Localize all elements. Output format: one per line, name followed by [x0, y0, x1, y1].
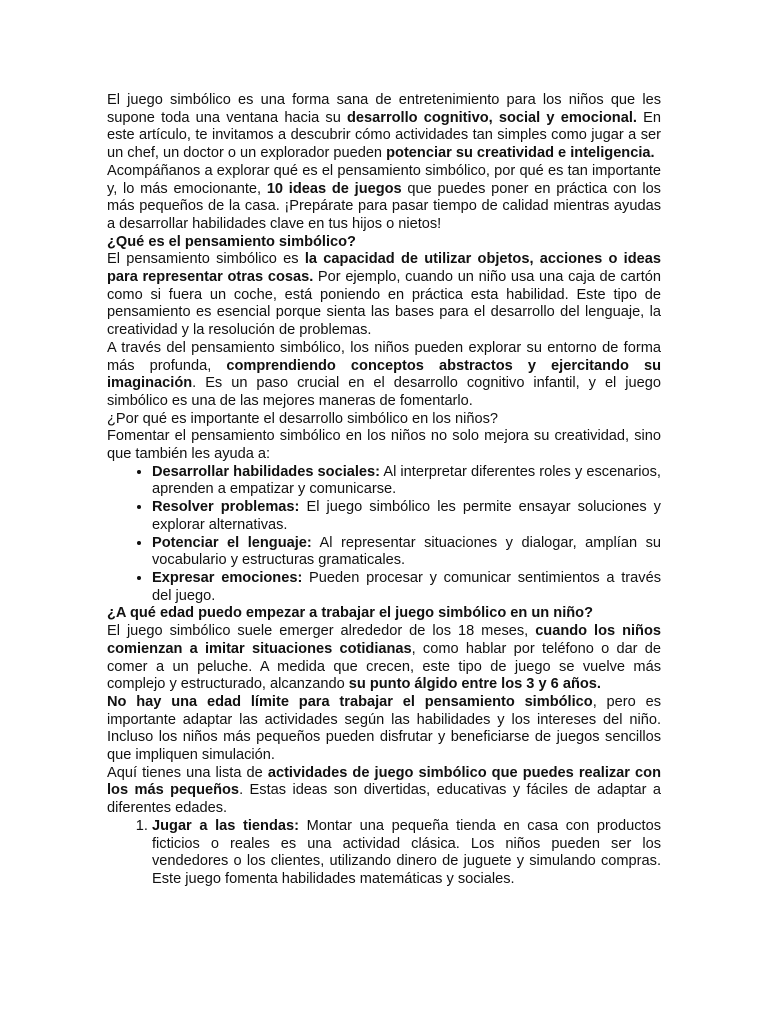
bold-text: desarrollo cognitivo, social y emocional. [347, 109, 637, 126]
document-page [107, 92, 661, 889]
bold-text: cuando los niños comienzan a imitar situaciones cotidianas [107, 623, 662, 657]
section2-paragraph-1: Fomentar el pensamiento simbólico en los niños no solo mejora su creatividad, sino que también les ayuda a: [107, 428, 661, 463]
section3-paragraph-1: El juego simbólico suele emerger alrededor de los 18 meses, cuando los niños comienzan a imitar situaciones cotidianas, como hablar por teléfono o dar de comer a un peluche. A medida que crecen, este tipo de juego se vuelve más complejo y estructurado, alcanzando su punto álgido entre los 3 y 6 años. [107, 623, 662, 693]
list-item: • Resolver problemas: El juego simbólico les permite ensayar soluciones y explorar alternativas. [152, 499, 661, 534]
section3-paragraph-3: Aquí tienes una lista de actividades de juego simbólico que puedes realizar con los más pequeños. Estas ideas son divertidas, educativas y fáciles de adaptar a diferentes edades. [107, 764, 662, 817]
section3-paragraph-2: No hay una edad límite para trabajar el pensamiento simbólico, pero es importante adaptar las actividades según las habilidades y los intereses del niño. Incluso los niños más pequeños pueden disfrutar y beneficiarse de juegos sencillos que impliquen simulación. [107, 693, 661, 764]
bold-text: potenciar su creatividad e inteligencia. [386, 145, 655, 162]
intro-paragraph-2: Acompáñanos a explorar qué es el pensamiento simbólico, por qué es tan importante y, lo más emocionante, 10 ideas de juegos que puedes poner en práctica con los más pequeños de la casa. ¡Prepárate para pasar tiempo de calidad mientras ayudas a desarrollar habilidades clave en tus hijos o nietos! [107, 162, 661, 232]
bold-text: 10 ideas de juegos [266, 180, 402, 197]
section-heading-3: ¿A qué edad puedo empezar a trabajar el juego simbólico en un niño? [107, 605, 593, 622]
bold-text: su punto álgido entre los 3 y 6 años. [348, 676, 601, 693]
list-item: 1. Jugar a las tiendas: Montar una pequeña tienda en casa con productos ficticios o reales es una actividad clásica. Los niños pueden ser los vendedores o los clientes, utilizando dinero de juguete y simulando compras. Este juego fomenta habilidades matemáticas y sociales. [152, 818, 661, 889]
section-heading-2: ¿Por qué es importante el desarrollo simbólico en los niños? [107, 410, 498, 427]
activities-list [107, 818, 661, 889]
bold-text: comprendiendo conceptos abstractos y ejercitando su imaginación [107, 357, 661, 392]
intro-paragraph-1: El juego simbólico es una forma sana de entretenimiento para los niños que les supone toda una ventana hacia su desarrollo cognitivo, social y emocional. En este artículo, te invitamos a descubrir cómo actividades tan simples como jugar a ser un chef, un doctor o un explorador pueden potenciar su creatividad e inteligencia. [107, 92, 661, 162]
list-item: • Potenciar el lenguaje: Al representar situaciones y dialogar, amplían su vocabulario y estructuras gramaticales. [152, 535, 661, 570]
list-item: • Expresar emociones: Pueden procesar y comunicar sentimientos a través del juego. [152, 570, 661, 605]
bold-text: actividades de juego simbólico que puedes realizar con los más pequeños [107, 764, 661, 799]
list-item: • Desarrollar habilidades sociales: Al interpretar diferentes roles y escenarios, aprenden a empatizar y comunicarse. [152, 464, 661, 499]
benefits-list [107, 464, 661, 606]
section-heading-1: ¿Qué es el pensamiento simbólico? [107, 233, 356, 250]
section1-paragraph-1: El pensamiento simbólico es la capacidad de utilizar objetos, acciones o ideas para representar otras cosas. Por ejemplo, cuando un niño usa una caja de cartón como si fuera un coche, está poniendo en práctica esta habilidad. Este tipo de pensamiento es esencial porque sienta las bases para el desarrollo del lenguaje, la creatividad y la resolución de problemas. [107, 251, 661, 339]
bold-text: No hay una edad límite para trabajar el pensamiento simbólico [107, 693, 593, 710]
bold-text: la capacidad de utilizar objetos, acciones o ideas para representar otras cosas. [107, 251, 661, 286]
section1-paragraph-2: A través del pensamiento simbólico, los niños pueden explorar su entorno de forma más profunda, comprendiendo conceptos abstractos y ejercitando su imaginación. Es un paso crucial en el desarrollo cognitivo infantil, y el juego simbólico es una de las mejores maneras de fomentarlo. [107, 339, 661, 409]
